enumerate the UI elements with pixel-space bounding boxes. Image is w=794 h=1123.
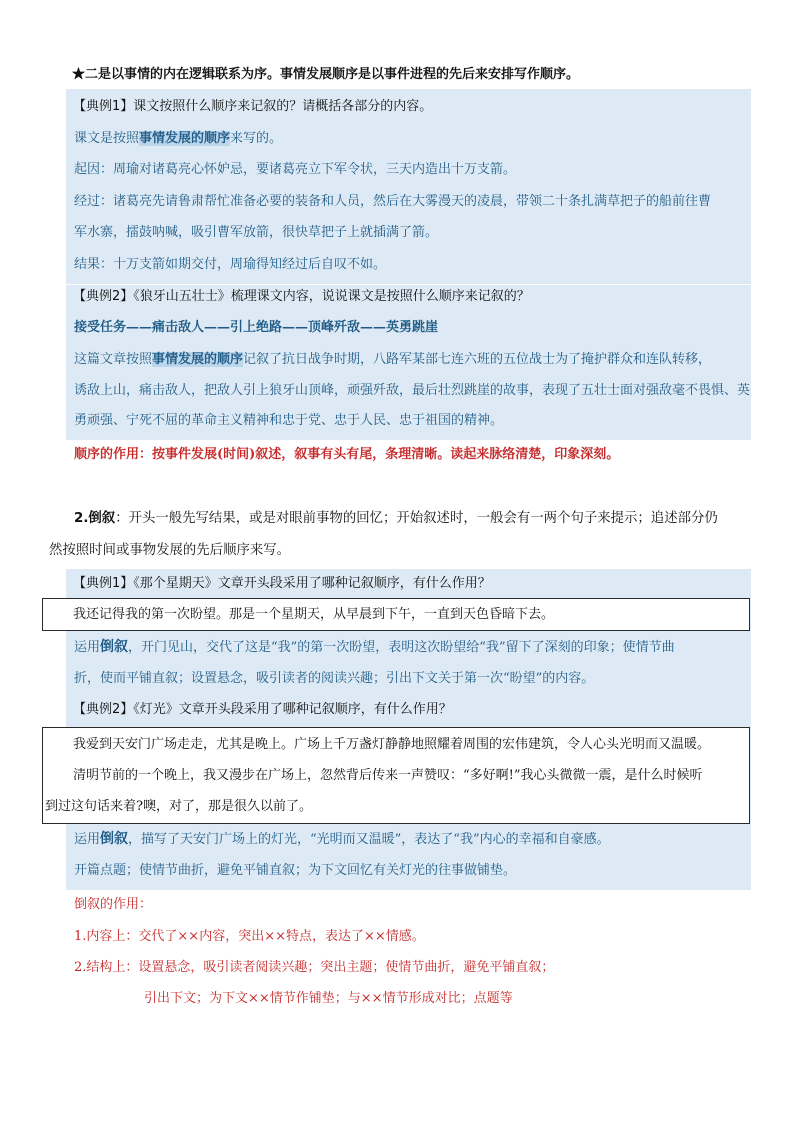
example4-question: 【典例2】《灯光》文章开头段采用了哪种记叙顺序，有什么作用？ <box>73 702 452 717</box>
example2-para-suffix: 记叙了抗日战争时期，八路军某部七连六班的五位战士为了掩护群众和连队转移， <box>243 352 712 367</box>
flashback-intro-line1 <box>74 509 718 529</box>
example4-quote-line1: 我爱到天安门广场走走，尤其是晚上。广场上千万盏灯静静地照耀着周围的宏伟建筑，令人心头光明而又温暖。 <box>73 737 711 752</box>
flashback-effect-structure-line2: 引出下文；为下文××情节作铺垫；与××情节形成对比；点题等 <box>144 991 513 1006</box>
flashback-heading: 2.倒叙 <box>74 511 116 526</box>
example4-answer-line2: 开篇点题；使情节曲折，避免平铺直叙；为下文回忆有关灯光的往事做铺垫。 <box>74 863 517 878</box>
example1-answer-highlight: 事情发展的顺序 <box>139 131 231 146</box>
example3-answer-highlight: 倒叙 <box>100 639 129 655</box>
example1-result: 结果：十万支箭如期交付，周瑜得知经过后自叹不如。 <box>74 257 387 272</box>
example2-question: 【典例2】《狼牙山五壮士》梳理课文内容，说说课文是按照什么顺序来记叙的？ <box>73 289 530 304</box>
example4-answer-line1 <box>74 829 610 850</box>
example1-answer-suffix: 来写的。 <box>230 131 283 146</box>
example1-answer <box>74 129 282 149</box>
flashback-effect-title: 倒叙的作用： <box>74 897 153 912</box>
example1-answer-prefix: 课文是按照 <box>74 131 140 146</box>
example3-answer-prefix: 运用 <box>74 640 101 655</box>
example1-cause: 起因：周瑜对诸葛亮心怀妒忌，要诸葛亮立下军令状，三天内造出十万支箭。 <box>74 162 517 177</box>
example2-para-prefix: 这篇文章按照 <box>74 352 153 367</box>
example4-answer-prefix: 运用 <box>74 832 101 847</box>
example2-para-line2: 诱敌上山，痛击敌人，把敌人引上狼牙山顶峰，顽强歼敌，最后壮烈跳崖的故事，表现了五壮士面对强敌毫不畏惧、英 <box>74 383 751 398</box>
example1-process-line1: 经过：诸葛亮先请鲁肃帮忙准备必要的装备和人员，然后在大雾漫天的凌晨，带领二十条扎满草把子的船前往曹 <box>74 194 712 209</box>
example2-outline: 接受任务——痛击敌人——引上绝路——顶峰歼敌——英勇跳崖 <box>74 320 439 335</box>
order-effect: 顺序的作用：按事件发展(时间)叙述，叙事有头有尾，条理清晰。读起来脉络清楚，印象深刻。 <box>74 447 620 462</box>
example2-para-line1 <box>74 350 711 370</box>
example4-quote-line3: 到过这句话来着?噢，对了，那是很久以前了。 <box>45 799 312 814</box>
example2-para-line3: 勇顽强、宁死不屈的革命主义精神和忠于党、忠于人民、忠于祖国的精神。 <box>74 413 504 428</box>
example3-quote: 我还记得我的第一次盼望。那是一个星期天，从早晨到下午，一直到天色昏暗下去。 <box>73 607 555 622</box>
example3-answer-line1 <box>74 637 675 658</box>
example3-question: 【典例1】《那个星期天》文章开头段采用了哪种记叙顺序，有什么作用？ <box>73 576 491 591</box>
flashback-effect-structure-line1: 2.结构上：设置悬念，吸引读者阅读兴趣；突出主题；使情节曲折，避免平铺直叙； <box>74 960 555 975</box>
flashback-intro-text: ：开头一般先写结果，或是对眼前事物的回忆；开始叙述时，一般会有一两个句子来提示；追述部分仍 <box>115 511 718 526</box>
section-intro: ★二是以事情的内在逻辑联系为序。事情发展顺序是以事件进程的先后来安排写作顺序。 <box>72 67 580 82</box>
example4-quote-line2: 清明节前的一个晚上，我又漫步在广场上，忽然背后传来一声赞叹：“多好啊!”我心头微微一震，是什么时候听 <box>73 768 703 783</box>
example1-question: 【典例1】课文按照什么顺序来记叙的？请概括各部分的内容。 <box>73 99 433 114</box>
flashback-intro-line2: 然按照时间或事物发展的先后顺序来写。 <box>49 543 291 558</box>
example2-para-highlight: 事情发展的顺序 <box>152 352 244 367</box>
flashback-effect-content: 1.内容上：交代了××内容，突出××特点，表达了××情感。 <box>74 929 425 944</box>
example1-process-line2: 军水寨，擂鼓呐喊，吸引曹军放箭，很快草把子上就插满了箭。 <box>74 225 439 240</box>
example4-answer-suffix: ，描写了天安门广场上的灯光，“光明而又温暖”，表达了“我”内心的幸福和自豪感。 <box>128 832 610 847</box>
example4-answer-highlight: 倒叙 <box>100 831 129 847</box>
example3-answer-suffix: ，开门见山，交代了这是“我”的第一次盼望，表明这次盼望给“我”留下了深刻的印象；使情节曲 <box>128 640 675 655</box>
example3-answer-line2: 折，使而平铺直叙；设置悬念，吸引读者的阅读兴趣；引出下文关于第一次“盼望”的内容。 <box>74 671 595 686</box>
